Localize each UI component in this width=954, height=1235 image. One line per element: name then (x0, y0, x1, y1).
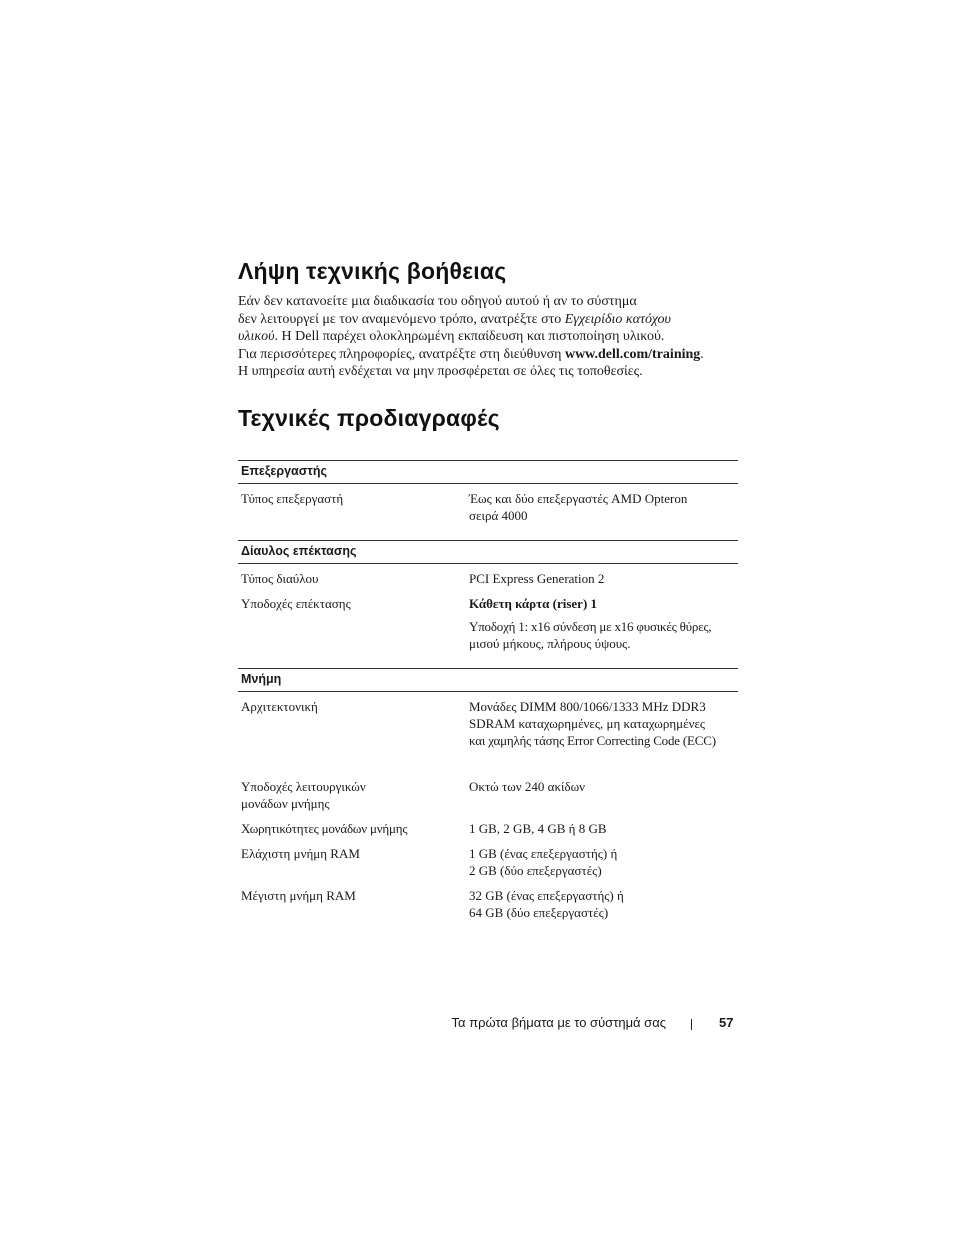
riser-heading (469, 595, 739, 612)
training-url[interactable]: www.dell.com/training (564, 346, 701, 362)
support-line (238, 311, 738, 329)
spec-value-line: Έως και δύο επεξεργαστές AMD Opteron (469, 491, 688, 506)
spec-value (469, 887, 739, 921)
manual-title: Εγχειρίδιο κατόχου (564, 311, 671, 327)
spec-value-line: 2 GB (δύο επεξεργαστές) (469, 863, 602, 878)
footer-divider (691, 1019, 692, 1030)
support-line (238, 328, 738, 346)
spec-heading-memory: Μνήμη (238, 668, 738, 692)
support-text: δεν λειτουργεί με τον αναμενόμενο τρόπο, ανατρέξτε στο (238, 311, 565, 327)
spec-label: Τύπος επεξεργαστή (241, 491, 344, 506)
spec-section-memory (238, 668, 738, 920)
spec-value-line: SDRAM καταχωρημένες, μη καταχωρημένες (469, 716, 706, 731)
support-line: Εάν δεν κατανοείτε μια διαδικασία του οδηγού αυτού ή αν το σύστημα (238, 294, 637, 309)
support-text: Για περισσότερες πληροφορίες, ανατρέξτε στη διεύθυνση (238, 346, 565, 362)
support-text: . (700, 346, 704, 362)
spec-label: Χωρητικότητες μονάδων μνήμης (241, 821, 408, 836)
spec-section-expansion-bus (238, 540, 738, 651)
spec-label: Μέγιστη μνήμη RAM (241, 888, 356, 903)
support-text: . Η Dell παρέχει ολοκληρωμένη εκπαίδευση και πιστοποίηση υλικού. (274, 329, 665, 345)
spec-value (469, 845, 739, 879)
spec-value: Οκτώ των 240 ακίδων (469, 779, 586, 794)
footer-title: Τα πρώτα βήματα με το σύστημά σας (451, 1015, 666, 1030)
spec-value-line: Υποδοχή 1: x16 σύνδεση με x16 φυσικές θύρες, (469, 619, 712, 634)
page-footer (0, 1015, 954, 1035)
spec-label (241, 778, 456, 812)
manual-title: υλικού (238, 329, 275, 345)
spec-label: Υποδοχές επέκτασης (241, 596, 351, 611)
spec-label-line: μονάδων μνήμης (241, 796, 330, 811)
spec-value-line: 32 GB (ένας επεξεργαστής) ή (469, 888, 624, 903)
spec-value (469, 595, 739, 652)
spec-heading-processor: Επεξεργαστής (238, 460, 738, 484)
riser-label: Κάθετη κάρτα (riser) 1 (469, 596, 598, 611)
spec-value-line: μισού μήκους, πλήρους ύψους. (469, 636, 631, 651)
spec-value (469, 490, 739, 524)
spec-value-line: 1 GB (ένας επεξεργαστής) ή (469, 846, 618, 861)
section-title-technical-specifications: Τεχνικές προδιαγραφές (238, 405, 500, 431)
spec-value: PCI Express Generation 2 (469, 571, 605, 586)
support-paragraph (238, 293, 738, 381)
spec-value-line: Μονάδες DIMM 800/1066/1333 MHz DDR3 (469, 699, 706, 714)
section-title-technical-support: Λήψη τεχνικής βοήθειας (238, 258, 507, 284)
spec-value: 1 GB, 2 GB, 4 GB ή 8 GB (469, 821, 607, 836)
spec-section-processor (238, 460, 738, 523)
page-number: 57 (719, 1015, 734, 1030)
support-line (238, 346, 738, 364)
spec-value-line: 64 GB (δύο επεξεργαστές) (469, 905, 609, 920)
spec-label-line: Υποδοχές λειτουργικών (241, 779, 366, 794)
spec-heading-expansion-bus: Δίαυλος επέκτασης (238, 540, 738, 564)
support-line: Η υπηρεσία αυτή ενδέχεται να μην προσφέρεται σε όλες τις τοποθεσίες. (238, 364, 643, 380)
spec-value (469, 698, 739, 749)
spec-label: Αρχιτεκτονική (241, 699, 318, 714)
spec-value-line: σειρά 4000 (469, 508, 528, 523)
spec-label: Τύπος διαύλου (241, 571, 319, 586)
spec-label: Ελάχιστη μνήμη RAM (241, 846, 360, 861)
spec-value-line: και χαμηλής τάσης Error Correcting Code (ECC) (469, 733, 716, 748)
